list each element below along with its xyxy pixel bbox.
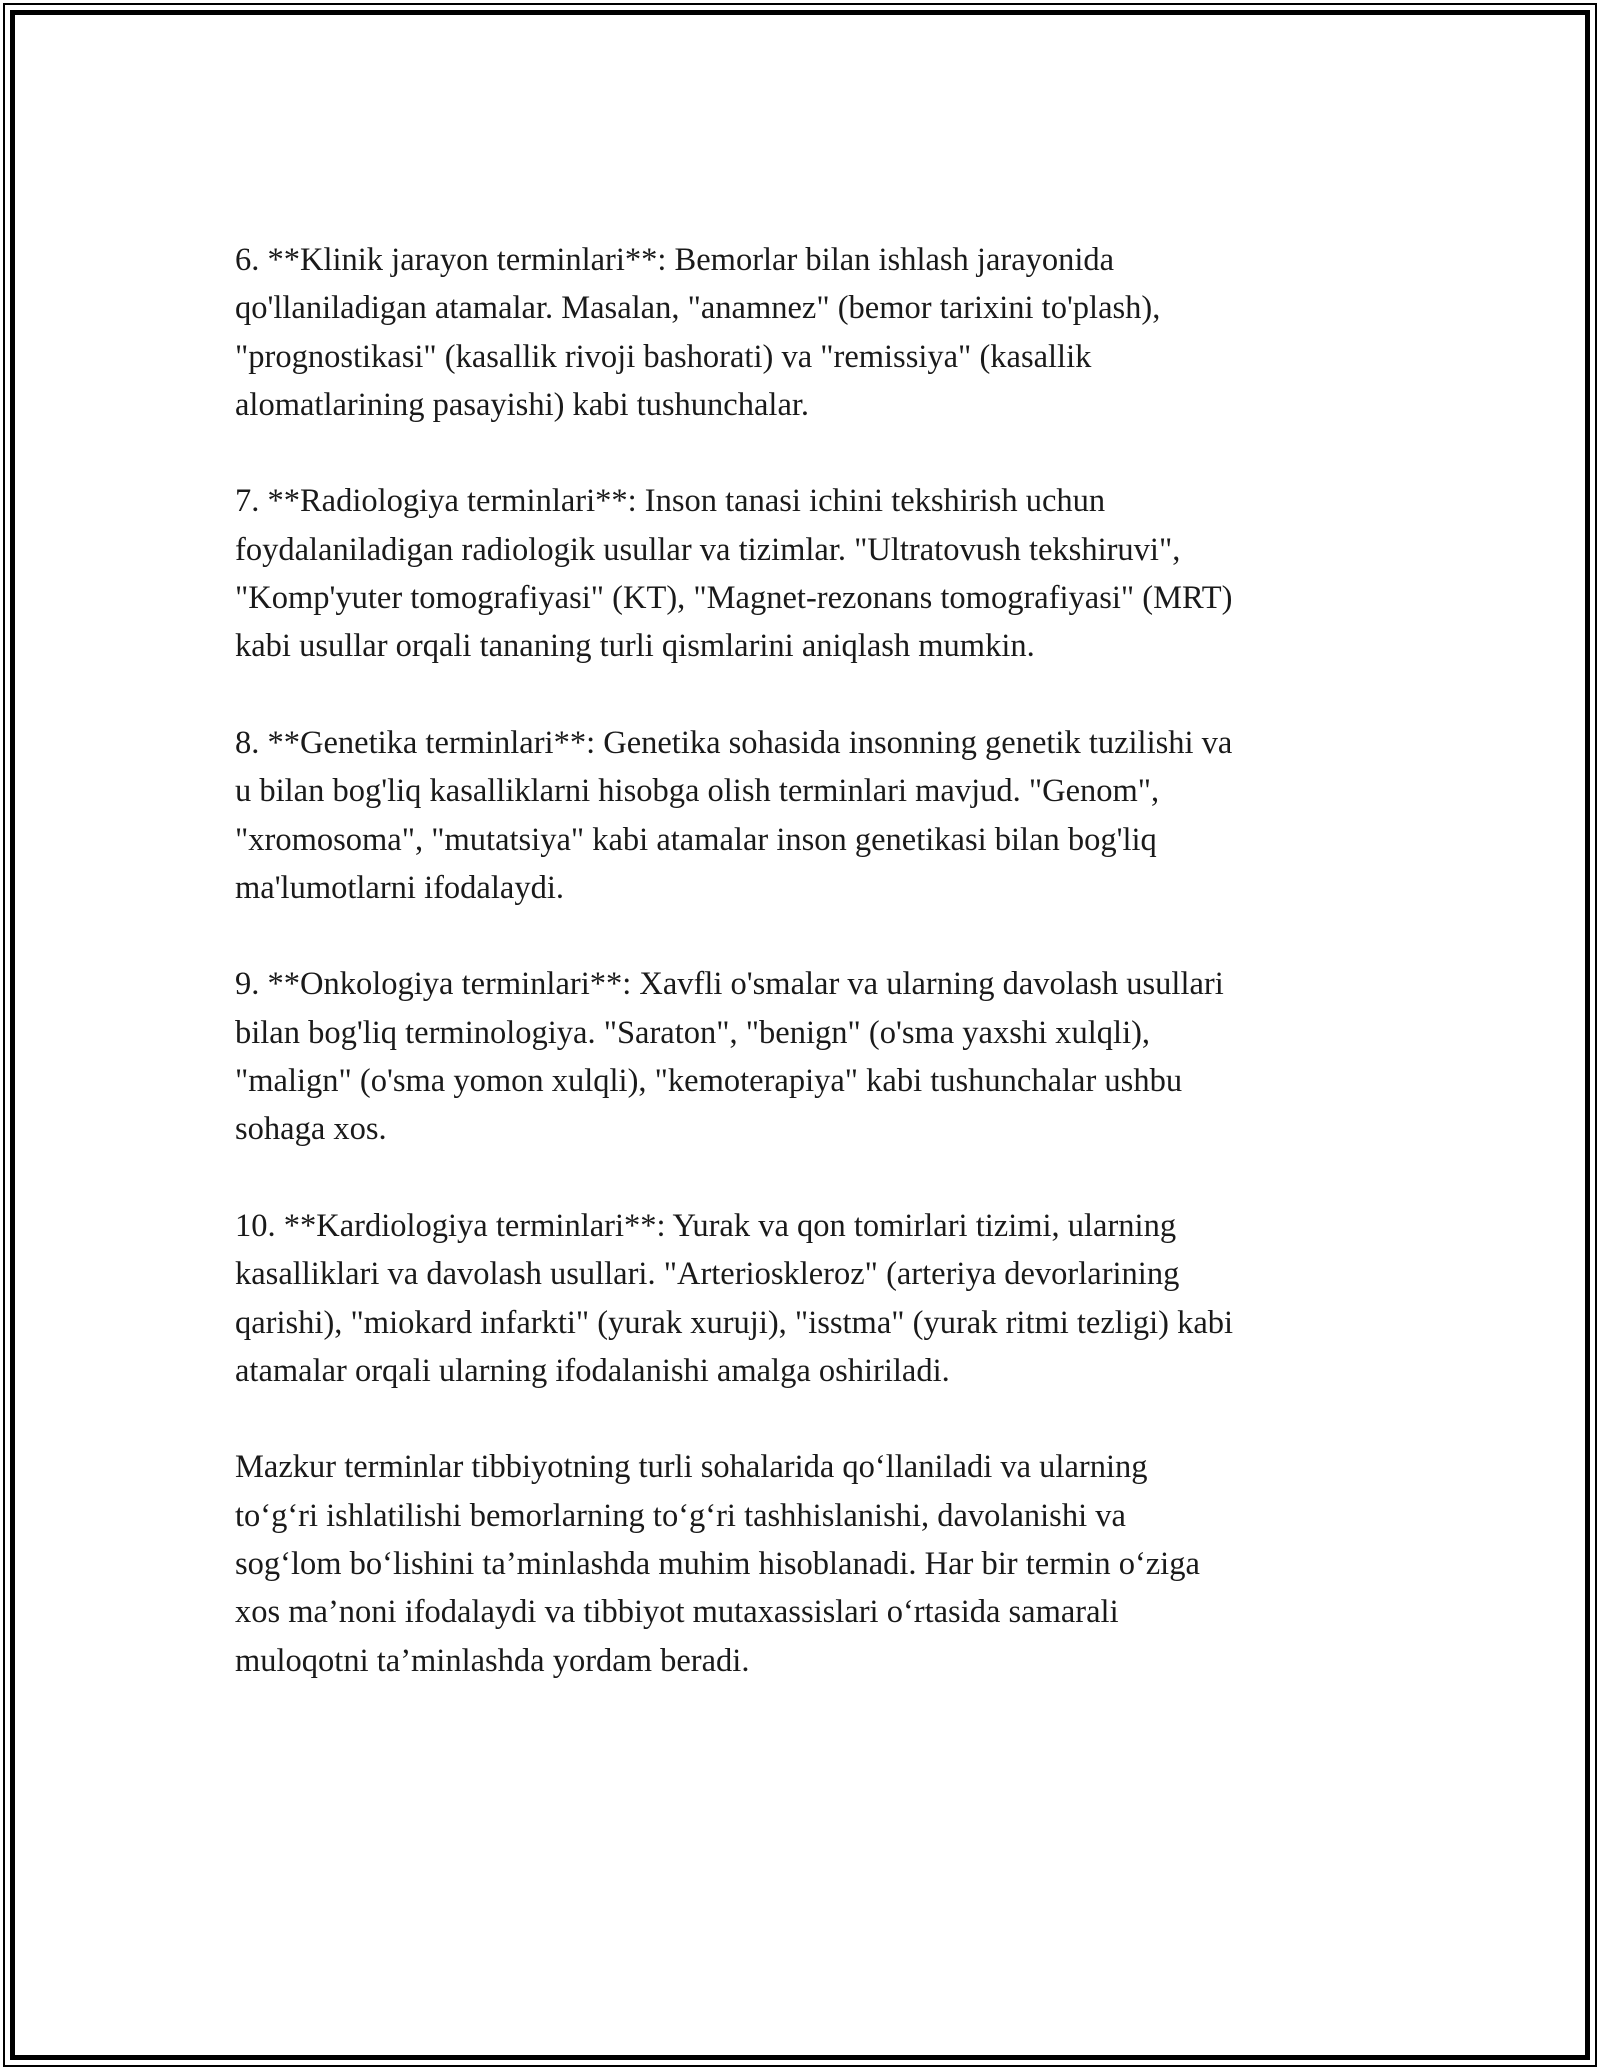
- text-line: "xromosoma", "mutatsiya" kabi atamalar inson genetikasi bilan bog'liq: [235, 821, 1157, 858]
- text-line: 9. **Onkologiya terminlari**: Xavfli o'smalar va ularning davolash usullari: [235, 966, 1224, 1003]
- text-line: xos ma’noni ifodalaydi va tibbiyot mutaxassislari o‘rtasida samarali: [235, 1594, 1119, 1631]
- text-line: to‘g‘ri ishlatilishi bemorlarning to‘g‘ri tashhislanishi, davolanishi va: [235, 1497, 1126, 1534]
- text-line: ma'lumotlarni ifodalaydi.: [235, 869, 564, 906]
- text-line: qo'llaniladigan atamalar. Masalan, "anamnez" (bemor tarixini to'plash),: [235, 290, 1161, 327]
- text-line: 6. **Klinik jarayon terminlari**: Bemorlar bilan ishlash jarayonida: [235, 242, 1115, 278]
- text-line: 7. **Radiologiya terminlari**: Inson tanasi ichini tekshirish uchun: [235, 483, 1106, 520]
- text-line: u bilan bog'liq kasalliklarni hisobga olish terminlari mavjud. "Genom",: [235, 773, 1160, 810]
- text-line: alomatlarining pasayishi) kabi tushunchalar.: [235, 386, 810, 423]
- text-line: 8. **Genetika terminlari**: Genetika sohasida insonning genetik tuzilishi va: [235, 724, 1233, 761]
- text-line: sohaga xos.: [235, 1111, 387, 1148]
- paragraph-conclusion: [235, 1443, 1370, 1684]
- paragraph-genetika-terminlari: [235, 719, 1370, 912]
- paragraph-klinik-terminlari: [235, 236, 1370, 429]
- text-line: foydalaniladigan radiologik usullar va tizimlar. "Ultratovush tekshiruvi",: [235, 531, 1181, 568]
- text-line: "malign" (o'sma yomon xulqli), "kemoterapiya" kabi tushunchalar ushbu: [235, 1063, 1183, 1100]
- text-line: muloqotni ta’minlashda yordam beradi.: [235, 1642, 750, 1679]
- paragraph-kardiologiya-terminlari: [235, 1202, 1370, 1395]
- text-line: "prognostikasi" (kasallik rivoji bashorati) va "remissiya" (kasallik: [235, 338, 1092, 375]
- text-line: sog‘lom bo‘lishini ta’minlashda muhim hisoblanadi. Har bir termin o‘ziga: [235, 1546, 1200, 1583]
- text-line: kasalliklari va davolash usullari. "Arterioskleroz" (arteriya devorlarining: [235, 1256, 1180, 1293]
- text-line: qarishi), "miokard infarkti" (yurak xuruji), "isstma" (yurak ritmi tezligi) kabi: [235, 1304, 1234, 1341]
- text-line: kabi usullar orqali tananing turli qismlarini aniqlash mumkin.: [235, 628, 1035, 665]
- paragraph-onkologiya-terminlari: [235, 960, 1370, 1153]
- text-line: 10. **Kardiologiya terminlari**: Yurak va qon tomirlari tizimi, ularning: [235, 1207, 1177, 1244]
- paragraph-radiologiya-terminlari: [235, 477, 1370, 670]
- text-line: Mazkur terminlar tibbiyotning turli sohalarida qo‘llaniladi va ularning: [235, 1449, 1148, 1486]
- text-line: bilan bog'liq terminologiya. "Saraton", "benign" (o'sma yaxshi xulqli),: [235, 1014, 1151, 1051]
- text-line: "Komp'yuter tomografiyasi" (KT), "Magnet-rezonans tomografiyasi" (MRT): [235, 580, 1233, 617]
- text-line: atamalar orqali ularning ifodalanishi amalga oshiriladi.: [235, 1352, 950, 1389]
- document-body: [235, 236, 1370, 1733]
